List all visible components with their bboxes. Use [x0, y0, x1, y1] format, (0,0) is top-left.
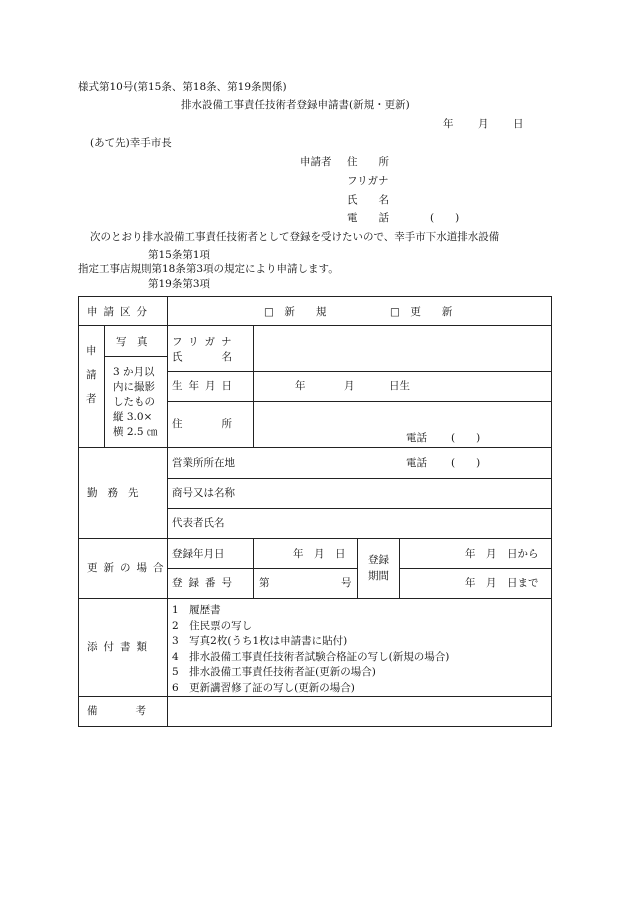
applicant-furigana-label: フリガナ — [347, 175, 389, 187]
photo-label: 写 真 — [116, 336, 148, 348]
list-item: 6 更新講習修了証の写し(更新の場合) — [172, 681, 355, 694]
attachments-label: 添付書類 — [87, 641, 153, 653]
list-item: 5 排水設備工事責任技術者証(更新の場合) — [172, 666, 376, 678]
trade-name-label: 商号又は名称 — [172, 487, 235, 499]
list-item: 3 写真2枚(うち1枚は申請書に貼付) — [172, 635, 348, 647]
remarks-field[interactable] — [169, 698, 549, 724]
registration-period-label-1: 登録 — [368, 554, 389, 566]
attachments-list — [172, 603, 449, 696]
date-month: 月 — [478, 118, 489, 130]
address-label: 住 所 — [172, 418, 238, 430]
body-option-1: 第15条第1項 — [148, 249, 211, 261]
list-item: 4 排水設備工事責任技術者試験合格証の写し(新規の場合) — [172, 650, 450, 663]
registration-period-to: 年 月 日まで — [465, 577, 539, 589]
addressee: (あて先)幸手市長 — [90, 137, 172, 149]
registration-date-label: 登録年月日 — [172, 548, 225, 560]
applicant-section-label: 申請者 — [86, 345, 97, 405]
applicant-address-label: 住 所 — [347, 156, 389, 168]
applicant-vertical-label — [86, 339, 98, 411]
remarks-label: 備考 — [87, 705, 184, 717]
date-day: 日 — [513, 118, 524, 130]
form-number: 様式第10号(第15条、第18条、第19条関係) — [78, 81, 287, 93]
name-label: 氏 名 — [172, 351, 238, 363]
registration-period-from: 年 月 日から — [465, 548, 539, 560]
dob-month: 月 — [344, 380, 355, 392]
applicant-phone-paren: ( ) — [430, 212, 460, 224]
body-line-1: 次のとおり排水設備工事責任技術者として登録を受けたいので、幸手市下水道排水設備 — [90, 231, 500, 243]
registration-date-value: 年 月 日 — [293, 548, 346, 560]
dob-label: 生年月日 — [172, 380, 238, 392]
dob-day: 日生 — [389, 380, 410, 392]
list-item: 1 履歴書 — [172, 604, 221, 616]
option-new-checkbox[interactable]: □ 新 規 — [264, 306, 327, 318]
registration-period-label-2: 期間 — [368, 570, 389, 582]
form-title: 排水設備工事責任技術者登録申請書(新規・更新) — [181, 99, 410, 111]
applicant-phone-label: 電 話 — [347, 212, 389, 224]
applicant-name-label: 氏 名 — [347, 194, 389, 206]
name-field[interactable] — [255, 327, 549, 369]
date-year: 年 — [443, 118, 454, 130]
body-option-2: 第19条第3項 — [148, 278, 211, 290]
address-phone-label: 電話 — [406, 432, 427, 444]
registration-number-label: 登録番号 — [172, 577, 238, 589]
address-field[interactable] — [255, 403, 549, 445]
list-item: 2 住民票の写し — [172, 619, 253, 632]
application-type-label: 申請区分 — [87, 306, 153, 318]
registration-number-prefix: 第 — [259, 577, 270, 589]
office-address-label: 営業所所在地 — [172, 457, 235, 469]
registration-number-suffix: 号 — [341, 577, 352, 589]
renewal-section-label: 更新の場合 — [87, 562, 170, 574]
photo-note: 3 か月以 内に撮影 したもの 縦 3.0× 横 2.5 ㎝ — [113, 366, 158, 438]
applicant-label: 申請者 — [300, 156, 332, 168]
representative-label: 代表者氏名 — [172, 517, 225, 529]
body-line-2: 指定工事店規則第18条第3項の規定により申請します。 — [78, 263, 339, 275]
employer-section-label: 勤務先 — [87, 487, 149, 499]
dob-year: 年 — [295, 380, 306, 392]
furigana-label: フリガナ — [172, 336, 238, 348]
address-phone-paren: ( ) — [451, 432, 481, 444]
office-phone-paren: ( ) — [451, 457, 481, 469]
application-form-table — [78, 296, 552, 727]
office-phone-label: 電話 — [406, 457, 427, 469]
option-renew-checkbox[interactable]: □ 更 新 — [390, 306, 453, 318]
